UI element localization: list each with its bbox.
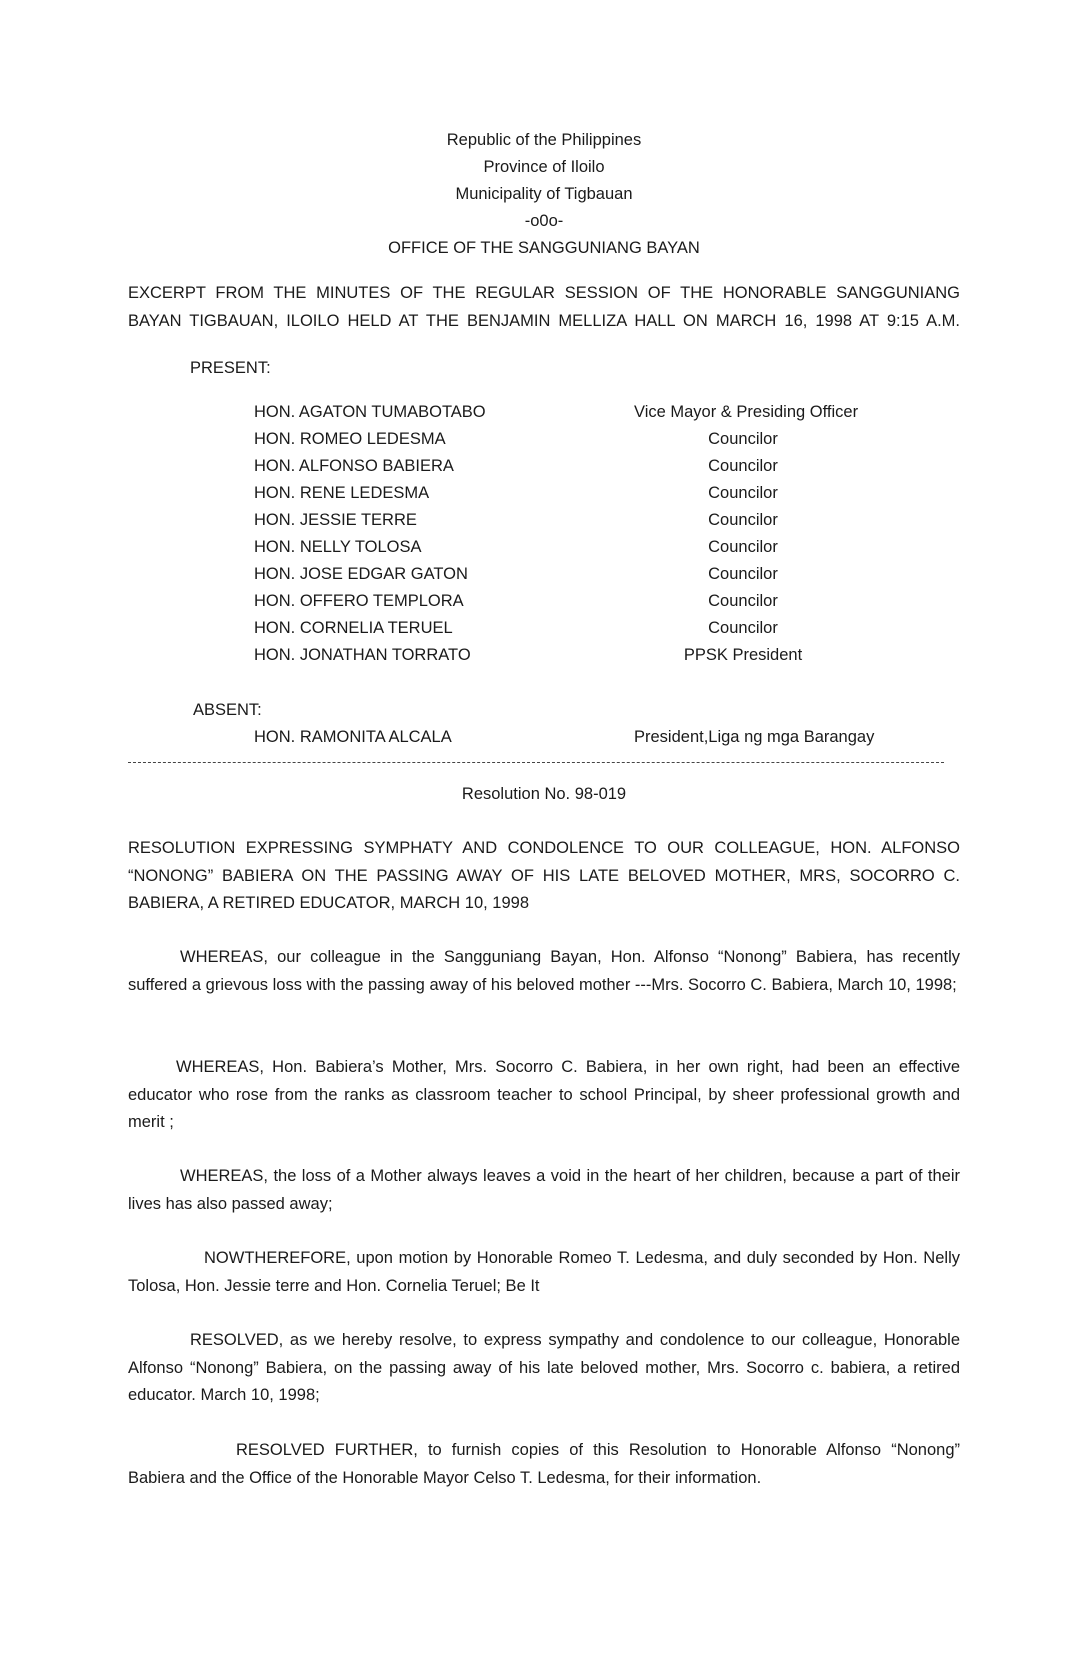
attendee-role: Vice Mayor & Presiding Officer	[634, 403, 859, 421]
excerpt-paragraph: EXCERPT FROM THE MINUTES OF THE REGULAR SESSION OF THE HONORABLE SANGGUNIANG BAYAN TIGBAUAN, ILOILO HELD AT THE BENJAMIN MELLIZA HALL ON MARCH 16, 1998 AT 9:15 A.M.	[128, 284, 960, 330]
whereas-clause-2: WHEREAS, Hon. Babiera’s Mother, Mrs. Socorro C. Babiera, in her own right, had been an effective educator who rose from the ranks as classroom teacher to school Principal, by sheer professional growth and merit ;	[128, 1058, 960, 1131]
header-ornament: -o0o-	[524, 212, 564, 230]
attendee-name: HON. JESSIE TERRE	[254, 511, 417, 529]
nowtherefore-clause: NOWTHEREFORE, upon motion by Honorable Romeo T. Ledesma, and duly seconded by Hon. Nelly Tolosa, Hon. Jessie terre and Hon. Cornelia Teruel; Be It	[128, 1249, 960, 1295]
attendee-name: HON. RENE LEDESMA	[254, 484, 430, 502]
attendee-role: Councilor	[708, 619, 778, 637]
absentee-name: HON. RAMONITA ALCALA	[254, 728, 452, 746]
attendee-role: Councilor	[708, 511, 778, 529]
header-office: OFFICE OF THE SANGGUNIANG BAYAN	[388, 239, 700, 257]
attendee-role: Councilor	[708, 484, 778, 502]
resolution-title: RESOLUTION EXPRESSING SYMPHATY AND CONDOLENCE TO OUR COLLEAGUE, HON. ALFONSO “NONONG” BABIERA ON THE PASSING AWAY OF HIS LATE BELOVED MOTHER, MRS, SOCORRO C. BABIERA, A RETIRED EDUCATOR, MARCH 10, 1998	[128, 839, 960, 912]
attendee-name: HON. JOSE EDGAR GATON	[254, 565, 468, 583]
section-divider	[128, 762, 944, 763]
attendee-name: HON. OFFERO TEMPLORA	[254, 592, 464, 610]
attendee-role: Councilor	[708, 430, 778, 448]
attendee-name: HON. NELLY TOLOSA	[254, 538, 422, 556]
attendee-name: HON. CORNELIA TERUEL	[254, 619, 453, 637]
header-republic: Republic of the Philippines	[446, 131, 642, 149]
absent-label: ABSENT:	[193, 701, 262, 719]
header-municipality: Municipality of Tigbauan	[455, 185, 633, 203]
attendee-role: PPSK President	[683, 646, 803, 664]
whereas-clause-1: WHEREAS, our colleague in the Sangguniang Bayan, Hon. Alfonso “Nonong” Babiera, has recently suffered a grievous loss with the passing away of his beloved mother ---Mrs. Socorro C. Babiera, March 10, 1998;	[128, 948, 960, 994]
attendee-role: Councilor	[708, 538, 778, 556]
attendee-name: HON. ROMEO LEDESMA	[254, 430, 446, 448]
attendee-name: HON. JONATHAN TORRATO	[254, 646, 471, 664]
resolved-further-clause: RESOLVED FURTHER, to furnish copies of this Resolution to Honorable Alfonso “Nonong” Babiera and the Office of the Honorable Mayor Celso T. Ledesma, for their information.	[128, 1441, 960, 1487]
resolved-clause: RESOLVED, as we hereby resolve, to express sympathy and condolence to our colleague, Honorable Alfonso “Nonong” Babiera, on the passing away of his late beloved mother, Mrs. Socorro c. babiera, a retired educator. March 10, 1998;	[128, 1331, 960, 1404]
attendee-role: Councilor	[708, 565, 778, 583]
whereas-clause-3: WHEREAS, the loss of a Mother always leaves a void in the heart of her children, because a part of their lives has also passed away;	[128, 1167, 960, 1213]
header-province: Province of Iloilo	[483, 158, 605, 176]
attendee-name: HON. ALFONSO BABIERA	[254, 457, 454, 475]
attendee-role: Councilor	[708, 592, 778, 610]
resolution-number: Resolution No. 98-019	[461, 785, 627, 803]
attendee-role: Councilor	[708, 457, 778, 475]
present-label: PRESENT:	[190, 359, 271, 377]
absentee-role: President,Liga ng mga Barangay	[634, 728, 875, 746]
attendee-name: HON. AGATON TUMABOTABO	[254, 403, 486, 421]
